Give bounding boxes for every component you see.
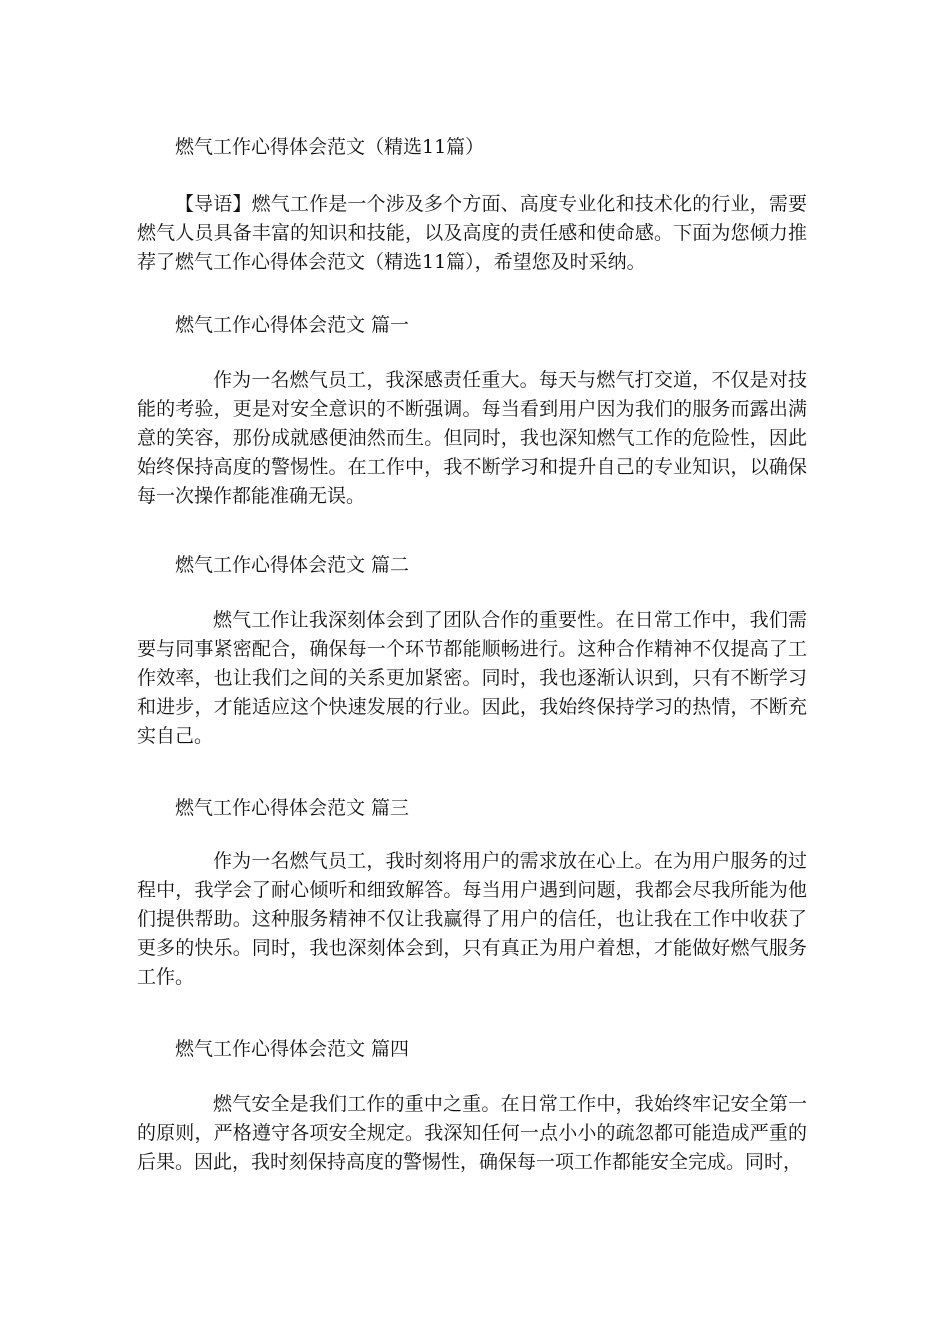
- section-text-4: 燃气安全是我们工作的重中之重。在日常工作中，我始终牢记安全第一的原则，严格遵守各项安全规定。我深知任何一点小小的疏忽都可能造成严重的后果。因此，我时刻保持高度的警惕性，确保每一项工作都能安全完成。同时，: [137, 1093, 807, 1173]
- intro-text: 【导语】燃气工作是一个涉及多个方面、高度专业化和技术化的行业，需要燃气人员具备丰富的知识和技能，以及高度的责任感和使命感。下面为您倾力推荐了燃气工作心得体会范文（精选11篇），希望您及时采纳。: [137, 193, 807, 273]
- section-heading-2: 燃气工作心得体会范文 篇二: [175, 554, 410, 576]
- section-body-3: [137, 847, 807, 992]
- intro-paragraph: [137, 190, 807, 277]
- section-heading-1: 燃气工作心得体会范文 篇一: [175, 314, 410, 336]
- section-body-1: [137, 366, 807, 511]
- section-heading-4: 燃气工作心得体会范文 篇四: [175, 1038, 410, 1060]
- document-title: 燃气工作心得体会范文（精选11篇）: [175, 136, 485, 158]
- section-heading-3: 燃气工作心得体会范文 篇三: [175, 797, 410, 819]
- section-text-1: 作为一名燃气员工，我深感责任重大。每天与燃气打交道，不仅是对技能的考验，更是对安全意识的不断强调。每当看到用户因为我们的服务而露出满意的笑容，那份成就感便油然而生。但同时，我也深知燃气工作的危险性，因此始终保持高度的警惕性。在工作中，我不断学习和提升自己的专业知识，以确保每一次操作都能准确无误。: [137, 369, 807, 507]
- section-body-2: [137, 606, 807, 751]
- section-body-4: [137, 1090, 807, 1177]
- section-text-2: 燃气工作让我深刻体会到了团队合作的重要性。在日常工作中，我们需要与同事紧密配合，确保每一个环节都能顺畅进行。这种合作精神不仅提高了工作效率，也让我们之间的关系更加紧密。同时，我也逐渐认识到，只有不断学习和进步，才能适应这个快速发展的行业。因此，我始终保持学习的热情，不断充实自己。: [137, 609, 807, 747]
- section-text-3: 作为一名燃气员工，我时刻将用户的需求放在心上。在为用户服务的过程中，我学会了耐心倾听和细致解答。每当用户遇到问题，我都会尽我所能为他们提供帮助。这种服务精神不仅让我赢得了用户的信任，也让我在工作中收获了更多的快乐。同时，我也深刻体会到，只有真正为用户着想，才能做好燃气服务工作。: [137, 850, 807, 988]
